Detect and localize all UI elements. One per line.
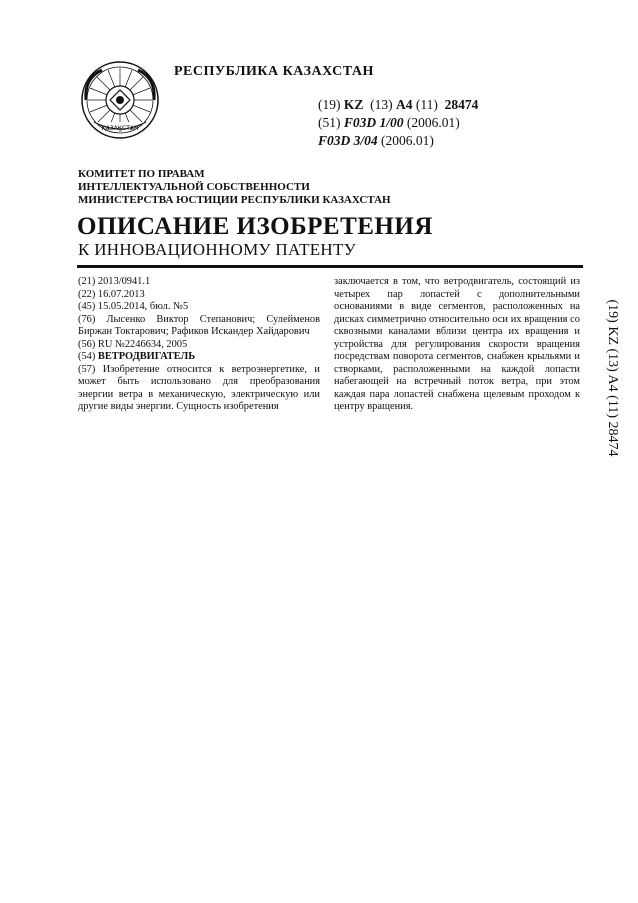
- committee-block: [78, 168, 391, 207]
- codes-line-1: [318, 96, 478, 114]
- field-56: (56) RU №2246634, 2005: [78, 338, 188, 350]
- ipc-version-2: (2006.01): [381, 133, 434, 148]
- committee-line-2: ИНТЕЛЛЕКТУАЛЬНОЙ СОБСТВЕННОСТИ: [78, 181, 310, 193]
- left-column: [78, 276, 320, 414]
- republic-heading: РЕСПУБЛИКА КАЗАХСТАН: [174, 64, 374, 79]
- document-title: ОПИСАНИЕ ИЗОБРЕТЕНИЯ: [77, 213, 433, 240]
- code-51: (51): [318, 115, 341, 130]
- code-11: (11): [415, 97, 438, 112]
- committee-line-1: КОМИТЕТ ПО ПРАВАМ: [78, 168, 205, 180]
- committee-line-3: МИНИСТЕРСТВА ЮСТИЦИИ РЕСПУБЛИКИ КАЗАХСТАН: [78, 194, 391, 206]
- patent-number: 28474: [444, 97, 479, 112]
- codes-line-2: [318, 114, 478, 132]
- ipc-class-1: F03D 1/00: [343, 115, 404, 130]
- field-45: (45) 15.05.2014, бюл. №5: [78, 301, 189, 312]
- document-codes: [318, 96, 478, 150]
- field-22: (22) 16.07.2013: [78, 288, 145, 300]
- title-divider: [77, 265, 583, 268]
- code-19: (19): [318, 97, 341, 112]
- right-column: [334, 276, 580, 414]
- field-57: (57) Изобретение относится к ветроэнергетике, и может быть использовано для преобразования энергии ветра в механическую, электрическую или другие виды энергии. Сущность изобретения: [78, 363, 320, 412]
- invention-title: ВЕТРОДВИГАТЕЛЬ: [97, 351, 196, 362]
- country-code: KZ: [343, 97, 364, 112]
- abstract-continuation: заключается в том, что ветродвигатель, состоящий из четырех пар лопастей с дополнительными основаниями в виде сегментов, расположенных на дисках симметрично относительно оси их вращения со сквозными каналами вблизи центра их вращения и устройства для регулирования скорости вращения посредствам поворота сегментов, снабжен крыльями и створками, расположенными на каждой лопасти набегающей на встречный поток ветра, при этом каждая пара лопастей снабжена щелевым проходом к центру вращения.: [334, 276, 580, 412]
- field-54: [78, 351, 320, 364]
- side-code-text: (19) KZ (13) A4 (11) 28474: [605, 299, 620, 457]
- codes-line-3: [318, 132, 478, 150]
- ipc-class-2: F03D 3/04: [318, 133, 378, 148]
- side-document-code: [605, 298, 619, 458]
- field-54-code: (54): [78, 351, 96, 362]
- state-emblem: [80, 60, 160, 140]
- field-21: (21) 2013/0941.1: [78, 276, 151, 287]
- kind-code: A4: [396, 97, 413, 112]
- ipc-version-1: (2006.01): [406, 115, 460, 130]
- field-76: (76) Лысенко Виктор Степанович; Сулейменов Биржан Токтарович; Рафиков Искандер Хайдарович: [78, 313, 320, 337]
- document-subtitle: К ИННОВАЦИОННОМУ ПАТЕНТУ: [78, 240, 357, 259]
- emblem-text: ҚАЗАҚСТАН: [101, 125, 139, 132]
- code-13: (13): [370, 97, 393, 112]
